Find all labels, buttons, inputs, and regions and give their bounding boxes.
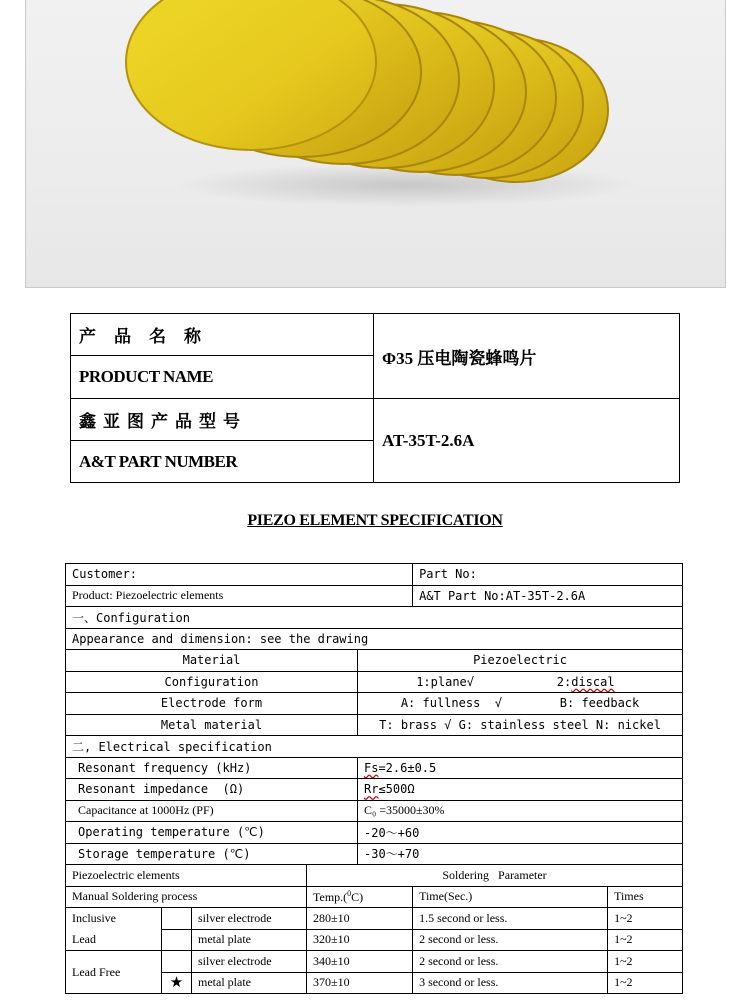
- solder-temp: 280±10: [307, 908, 413, 930]
- storage-temperature-label: Storage temperature (℃): [66, 843, 358, 865]
- product-photo: [25, 0, 726, 288]
- piezo-elements-label: Piezoelectric elements: [66, 865, 307, 887]
- lead-free-label: Lead Free: [66, 951, 162, 994]
- config-option-discal-prefix: 2:: [556, 674, 572, 689]
- operating-temperature-value: -20～+60: [358, 822, 683, 844]
- section-electrical: 二, Electrical specification: [66, 736, 683, 758]
- solder-temp: 340±10: [307, 951, 413, 973]
- part-number-value: AT-35T-2.6A: [374, 399, 680, 483]
- star-marker-cell: [162, 972, 192, 994]
- product-info-table: [70, 313, 680, 483]
- resonant-frequency-value: Fs=2.6±0.5: [358, 757, 683, 779]
- material-label: Material: [66, 650, 358, 672]
- solder-times: 1~2: [608, 951, 683, 973]
- solder-type: metal plate: [192, 929, 307, 951]
- product-name-value: Φ35 压电陶瓷蜂鸣片: [374, 314, 680, 399]
- solder-type: silver electrode: [192, 951, 307, 973]
- operating-temperature-label: Operating temperature (℃): [66, 822, 358, 844]
- inclusive-lead-label: Inclusive Lead: [66, 908, 162, 951]
- empty-marker-cell: [162, 951, 192, 973]
- resonant-frequency-label: Resonant frequency (kHz): [66, 757, 358, 779]
- solder-type: metal plate: [192, 972, 307, 994]
- capacitance-value: C₀ =35000±30%: [358, 800, 683, 822]
- capacitance-label: Capacitance at 1000Hz (PF): [66, 800, 358, 822]
- at-part-no-cell: A&T Part No:AT-35T-2.6A: [413, 585, 683, 607]
- brass-discs-image: [26, 0, 726, 288]
- solder-times: 1~2: [608, 972, 683, 994]
- solder-time: 2 second or less.: [413, 929, 608, 951]
- configuration-value: [358, 671, 683, 693]
- solder-time: 2 second or less.: [413, 951, 608, 973]
- metal-label: Metal material: [66, 714, 358, 736]
- manual-soldering-label: Manual Soldering process: [66, 886, 307, 908]
- soldering-parameter-header: Soldering Parameter: [307, 865, 683, 887]
- part-number-cn-label: 鑫亚图产品型号: [71, 399, 374, 441]
- config-option-plane: 1:plane√: [416, 674, 474, 689]
- solder-times: 1~2: [608, 908, 683, 930]
- spec-title: PIEZO ELEMENT SPECIFICATION: [247, 512, 503, 529]
- appearance-row: Appearance and dimension: see the drawing: [66, 628, 683, 650]
- material-value: Piezoelectric: [358, 650, 683, 672]
- product-name-cn-label: 产品名称: [71, 314, 374, 356]
- config-option-discal: discal: [571, 674, 615, 689]
- product-name-en-label: PRODUCT NAME: [71, 356, 374, 399]
- electrode-label: Electrode form: [66, 693, 358, 715]
- solder-time: 3 second or less.: [413, 972, 608, 994]
- solder-temp: 320±10: [307, 929, 413, 951]
- product-cell: Product: Piezoelectric elements: [66, 585, 413, 607]
- part-no-cell: Part No:: [413, 564, 683, 586]
- part-number-en-label: A&T PART NUMBER: [71, 441, 374, 483]
- metal-value: T: brass √ G: stainless steel N: nickel: [358, 714, 683, 736]
- col-time-header: Time(Sec.): [413, 886, 608, 908]
- col-times-header: Times: [608, 886, 683, 908]
- section-configuration: 一、Configuration: [66, 607, 683, 629]
- solder-type: silver electrode: [192, 908, 307, 930]
- star-icon: ★: [169, 975, 184, 992]
- solder-times: 1~2: [608, 929, 683, 951]
- solder-temp: 370±10: [307, 972, 413, 994]
- solder-time: 1.5 second or less.: [413, 908, 608, 930]
- empty-marker-cell: [162, 908, 192, 930]
- configuration-label: Configuration: [66, 671, 358, 693]
- spec-table: [65, 563, 683, 994]
- customer-cell: Customer:: [66, 564, 413, 586]
- resonant-impedance-label: Resonant impedance (Ω): [66, 779, 358, 801]
- empty-marker-cell: [162, 929, 192, 951]
- storage-temperature-value: -30～+70: [358, 843, 683, 865]
- electrode-value: A: fullness √ B: feedback: [358, 693, 683, 715]
- col-temp-header: Temp.($^0$C): [307, 886, 413, 908]
- resonant-impedance-value: Rr≤500Ω: [358, 779, 683, 801]
